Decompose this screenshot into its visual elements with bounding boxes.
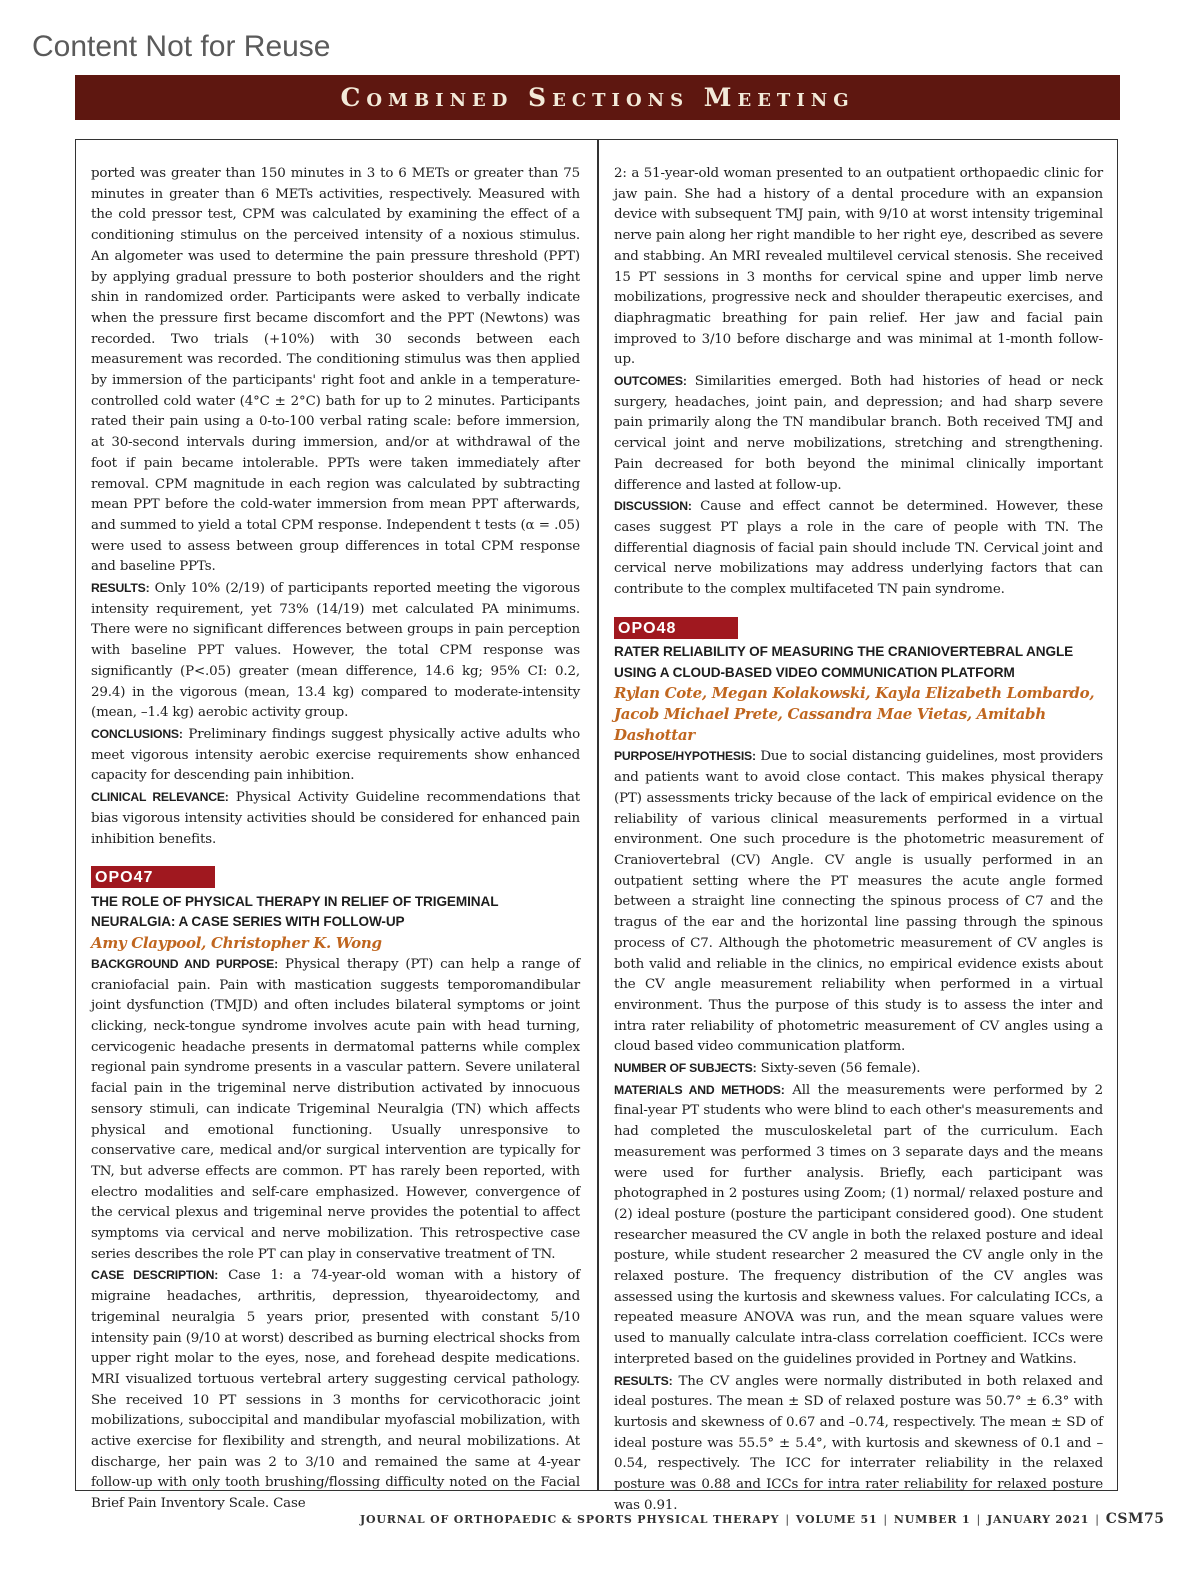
abstract-authors-opo47: Amy Claypool, Christopher K. Wong <box>91 933 382 952</box>
purpose-text: Due to social distancing guidelines, most providers and patients want to avoid close contact. This makes physical therapy (PT) assessments tricky because of the lack of empirical evidence on the reliability of various clinical measurements performed in a virtual environment. One such procedure is the photometric measurement of Craniovertebral (CV) Angle. CV angle is usually performed in an outpatient setting where the PT measures the acute angle formed between a straight line connecting the spinous process of C7 and the tragus of the ear and the horizontal line passing through the spinous process of C7. Although the photometric measurement of CV angles is both valid and reliable in the clinics, no empirical evidence exists about the CV angle measurement reliability when performed in a virtual environment. Thus the purpose of this study is to assess the inter and intra rater reliability of photometric measurement of CV angles using a cloud based video communication platform. <box>614 749 1103 1055</box>
case-text: Case 1: a 74-year-old woman with a history of migraine headaches, arthritis, depression, thyearoidectomy, and trigeminal neuralgia 5 years prior, presented with constant 5/10 intensity pain (9/10 at worst) described as burning electrical shocks from upper right molar to the eyes, nose, and forehead despite medications. MRI visualized tortuous vertebral artery suggesting cervical pathology. She received 10 PT sessions in 3 months for cervicothoracic joint mobilizations, suboccipital and mandibular myofascial mobilization, with active exercise for flexibility and strength, and neural mobilizations. At discharge, her pain was 2 to 3/10 and remained the same at 4-year follow-up with only tooth brushing/flossing difficulty noted on the Facial Brief Pain Inventory Scale. Case <box>91 1268 581 1512</box>
abstract-tag-opo48: OPO48 <box>614 617 738 639</box>
subjects-text: Sixty-seven (56 female). <box>760 1061 921 1077</box>
clinical-label: CLINICAL RELEVANCE: <box>91 790 229 805</box>
background-text: Physical therapy (PT) can help a range of craniofacial pain. Pain with mastication suggests temporomandibular joint dysfunction (TMJD) and often includes bilateral symptoms or joint clicking, neck-tongue syndrome involves acute pain with head turning, cervicogenic headache presents in dermatomal patterns while complex regional pain syndrome presents in a vascular pattern. Severe unilateral facial pain in the trigeminal nerve distribution activated by innocuous sensory stimuli, can indicate Trigeminal Neuralgia (TN) which affects physical and emotional functioning. Usually unresponsive to conservative care, medical and/or surgical intervention are typically for TN, but adverse effects are common. PT has rarely been reported, with electro modalities and self-care emphasized. However, convergence of the cervical plexus and trigeminal nerve provides the potential to affect symptoms via cervical and nerve mobilization. This retrospective case series describes the role PT can play in conservative treatment of TN. <box>91 956 581 1262</box>
discussion-paragraph <box>614 496 1103 601</box>
results48-paragraph <box>614 1371 1103 1517</box>
watermark: Content Not for Reuse <box>32 30 331 63</box>
section-banner <box>75 75 1120 120</box>
results48-text: The CV angles were normally distributed in both relaxed and ideal postures. The mean ± SD of relaxed posture was 50.7° ± 6.3° with kurtosis and skewness of 0.67 and –0.74, respectively. The mean ± SD of ideal posture was 55.5° ± 5.4°, with kurtosis and skewness of 0.1 and –0.54, respectively. The ICC for interrater reliability in the relaxed posture was 0.88 and ICCs for intra rater reliability for relaxed posture was 0.91. <box>614 1373 1103 1513</box>
discussion-label: DISCUSSION: <box>614 499 692 514</box>
methods-text: All the measurements were performed by 2 final-year PT students who were blind to each other's measurements and had completed the musculoskeletal part of the curriculum. Each measurement was performed 3 times on 3 separate days and the means were used for further analysis. Briefly, each participant was photographed in 2 postures using Zoom; (1) normal/ relaxed posture and (2) ideal posture (posture the participant considered good). One student researcher measured the CV angle in both the relaxed posture and ideal posture, while student researcher 2 measured the CV angle only in the relaxed posture. The frequency distribution of the CV angles was assessed using the kurtosis and skewness values. For calculating ICCs, a repeated measure ANOVA was run, and the mean square values were used to manually calculate intra-class correlation coefficient. ICCs were interpreted based on the guidelines provided in Portney and Watkins. <box>614 1082 1103 1367</box>
clinical-text: Physical Activity Guideline recommendations that bias vigorous intensity activities should be considered for enhanced pain inhibition benefits. <box>91 790 580 847</box>
outcomes-label: OUTCOMES: <box>614 374 687 389</box>
footer-page-number: CSM75 <box>1105 1511 1165 1527</box>
subjects-paragraph <box>614 1058 1103 1080</box>
methods-label: MATERIALS AND METHODS: <box>614 1082 785 1097</box>
subjects-label: NUMBER OF SUBJECTS: <box>614 1061 757 1076</box>
outcomes-text: Similarities emerged. Both had histories of head or neck surgery, headaches, joint pain, and depression; and had sharp severe pain primarily along the TN mandibular branch. Both received TMJ and cervical joint and nerve mobilizations, stretching and strengthening. Pain decreased for both beyond the minimal clinically important difference and lasted at follow-up. <box>614 374 1104 493</box>
left-column <box>91 164 580 1515</box>
banner-title: Combined Sections Meeting <box>340 83 855 112</box>
footer-journal: JOURNAL OF ORTHOPAEDIC & SPORTS PHYSICAL THERAPY <box>360 1513 780 1526</box>
discussion-text: Cause and effect cannot be determined. However, these cases suggest PT plays a role in the care of people with TN. The differential diagnosis of facial pain should include TN. Cervical joint and cervical nerve mobilizations may address underlying factors that can contribute to the complex multifaceted TN pain syndrome. <box>614 499 1104 598</box>
abstract-title-opo48: RATER RELIABILITY OF MEASURING THE CRANIOVERTEBRAL ANGLE USING A CLOUD-BASED VIDEO COMMUNICATION PLATFORM <box>614 644 1074 680</box>
outcomes-paragraph <box>614 371 1103 496</box>
conclusions-paragraph <box>91 724 580 787</box>
methods-paragraph <box>614 1080 1103 1371</box>
footer-date: JANUARY 2021 <box>986 1513 1090 1526</box>
clinical-paragraph <box>91 787 580 850</box>
purpose-label: PURPOSE/HYPOTHESIS: <box>614 749 756 764</box>
background-paragraph <box>91 954 580 1266</box>
results48-label: RESULTS: <box>614 1373 673 1388</box>
case-continued: 2: a 51-year-old woman presented to an outpatient orthopaedic clinic for jaw pain. She had a history of a dental procedure with an expansion device with subsequent TMJ pain, with 9/10 at worst intensity trigeminal nerve pain along her right mandible to her right eye, described as severe and stabbing. An MRI revealed multilevel cervical stenosis. She received 15 PT sessions in 3 months for cervical spine and upper limb nerve mobilizations, progressive neck and shoulder therapeutic exercises, and diaphragmatic breathing for pain relief. Her jaw and facial pain improved to 3/10 before discharge and was minimal at 1-month follow-up. <box>614 166 1103 368</box>
methods-continued: ported was greater than 150 minutes in 3 to 6 METs or greater than 75 minutes in greater than 6 METs activities, respectively. Measured with the cold pressor test, CPM was calculated by examining the effect of a conditioning stimulus on the perceived intensity of a noxious stimulus. An algometer was used to determine the pain pressure threshold (PPT) by applying gradual pressure to both posterior shoulders and the right shin in randomized order. Participants were asked to verbally indicate when the pressure first became discomfort and the PPT (Newtons) was recorded. Two trials (+10%) with 30 seconds between each measurement was recorded. The conditioning stimulus was then applied by immersion of the participants' right foot and ankle in a temperature-controlled cold water (4°C ± 2°C) bath for up to 2 minutes. Participants rated their pain using a 0-to-100 verbal rating scale: before immersion, at 30-second intervals during immersion, and/or at withdrawal of the foot if pain became intolerable. PPTs were taken immediately after removal. CPM magnitude in each region was calculated by subtracting mean PPT before the cold-water immersion from mean PPT afterwards, and summed to yield a total CPM response. Independent t tests (α = .05) were used to assess between group differences in total CPM response and baseline PPTs. <box>91 166 580 575</box>
column-divider <box>597 139 599 1491</box>
results-label: RESULTS: <box>91 581 150 596</box>
case-label: CASE DESCRIPTION: <box>91 1268 219 1283</box>
footer-volume: VOLUME 51 <box>795 1513 878 1526</box>
abstract-authors-opo48: Rylan Cote, Megan Kolakowski, Kayla Elizabeth Lombardo, Jacob Michael Prete, Cassandra Mae Vietas, Amitabh Dashottar <box>614 684 1095 745</box>
right-column <box>614 164 1103 1516</box>
conclusions-text: Preliminary findings suggest physically active adults who meet vigorous intensity aerobic exercise requirements show enhanced capacity for descending pain inhibition. <box>91 726 581 784</box>
background-label: BACKGROUND AND PURPOSE: <box>91 956 278 971</box>
abstract-title-opo47: THE ROLE OF PHYSICAL THERAPY IN RELIEF OF TRIGEMINAL NEURALGIA: A CASE SERIES WITH FOLLOW-UP <box>91 893 499 930</box>
case-paragraph <box>91 1265 580 1514</box>
results-text: Only 10% (2/19) of participants reported meeting the vigorous intensity requirement, yet 73% (14/19) met calculated PA minimums. There were no significant differences between groups in pain perception with baseline PPT values. However, the total CPM response was significantly (P<.05) greater (mean difference, 14.6 kg; 95% CI: 0.2, 29.4) in the vigorous (mean, 13.4 kg) compared to moderate-intensity (mean, –1.4 kg) aerobic activity group. <box>91 581 580 721</box>
footer-number: NUMBER 1 <box>893 1513 971 1526</box>
purpose-paragraph <box>614 746 1103 1058</box>
conclusions-label: CONCLUSIONS: <box>91 726 183 741</box>
page-footer: JOURNAL OF ORTHOPAEDIC & SPORTS PHYSICAL THERAPY | VOLUME 51 | NUMBER 1 | JANUARY 2021 | CSM75 <box>360 1511 1165 1527</box>
results-paragraph <box>91 578 580 724</box>
abstract-tag-opo47: OPO47 <box>91 866 215 888</box>
